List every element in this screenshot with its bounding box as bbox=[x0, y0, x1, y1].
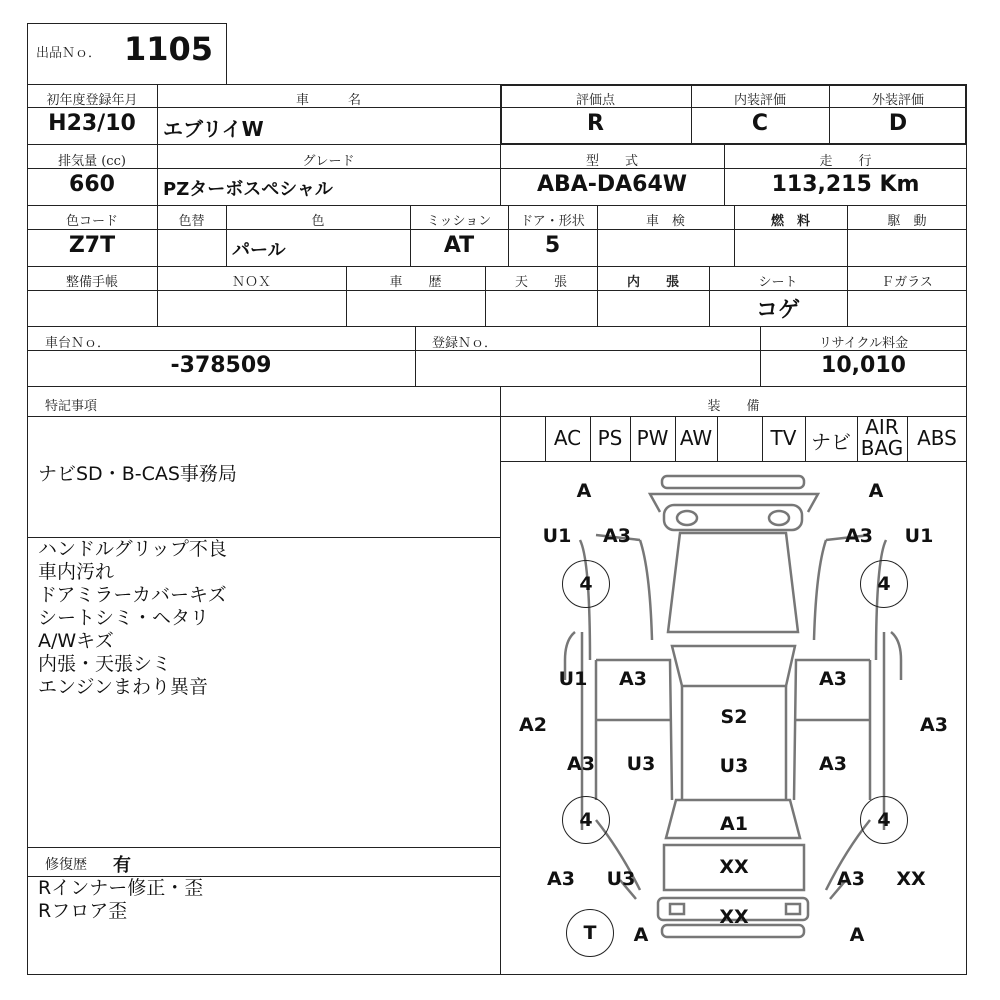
inner-label: 内 張 bbox=[626, 275, 679, 290]
damage-grade: U1 bbox=[542, 525, 572, 547]
displacement: 660 bbox=[69, 172, 115, 197]
damage-grade: A3 bbox=[547, 868, 575, 890]
equipment-ps: PS bbox=[597, 426, 623, 450]
repair-line: Rインナー修正・歪 bbox=[38, 877, 204, 899]
exterior-label: 外装評価 bbox=[871, 93, 924, 108]
lot-number: 1105 bbox=[124, 30, 214, 68]
year-label: 初年度登録年月 bbox=[46, 93, 138, 108]
damage-grade: U3 bbox=[626, 753, 656, 775]
spare-tire: T bbox=[566, 909, 614, 957]
color-value: パール bbox=[232, 240, 286, 261]
chassis-label: 車台Ｎｏ． bbox=[45, 336, 111, 351]
equipment-abs: ABS bbox=[917, 426, 957, 450]
mileage-label: 走 行 bbox=[819, 154, 872, 169]
damage-grade: A3 bbox=[567, 753, 595, 775]
exterior-value: D bbox=[888, 111, 908, 136]
mission-label: ミッション bbox=[426, 214, 492, 229]
inspection-label: 車 検 bbox=[645, 214, 685, 229]
color-label: 色 bbox=[311, 214, 325, 229]
damage-grade: A bbox=[849, 924, 865, 946]
damage-grade: A1 bbox=[720, 813, 748, 835]
manual-label: 整備手帳 bbox=[65, 275, 118, 290]
damage-grade: A2 bbox=[519, 714, 547, 736]
damage-grade: A3 bbox=[819, 753, 847, 775]
note-line: 内張・天張シミ bbox=[38, 653, 172, 675]
color-code: Z7T bbox=[68, 233, 116, 258]
damage-grade: A3 bbox=[837, 868, 865, 890]
door-label: ドア・形状 bbox=[520, 214, 585, 229]
damage-grade: U1 bbox=[558, 668, 588, 690]
tire-front-right: 4 bbox=[860, 560, 908, 608]
first-registration: H23/10 bbox=[48, 111, 136, 136]
lot-label: 出品Ｎｏ． bbox=[36, 46, 102, 61]
repair-label: 修復歴 bbox=[45, 857, 87, 873]
damage-grade: A3 bbox=[845, 525, 873, 547]
roof-label: 天 張 bbox=[514, 275, 567, 290]
damage-grade: XX bbox=[719, 856, 749, 878]
score-value: R bbox=[587, 111, 604, 136]
note-line: エンジンまわり異音 bbox=[38, 676, 209, 698]
note-line: ドアミラーカバーキズ bbox=[38, 584, 227, 606]
seat-value: コゲ bbox=[755, 298, 800, 323]
history-label: 車 歴 bbox=[389, 275, 442, 290]
car-name: エブリイW bbox=[163, 117, 264, 141]
reg-label: 登録Ｎｏ． bbox=[432, 336, 498, 351]
mileage-value: 113,215 Km bbox=[771, 172, 920, 197]
drive-label: 駆 動 bbox=[887, 214, 927, 229]
equipment-bag: BAG bbox=[860, 436, 904, 460]
damage-grade: S2 bbox=[720, 706, 748, 728]
equipment-ac: AC bbox=[553, 426, 582, 450]
door-value: 5 bbox=[544, 233, 561, 258]
interior-label: 内装評価 bbox=[733, 93, 786, 108]
fglass-label: Ｆガラス bbox=[881, 275, 933, 290]
mission-value: AT bbox=[443, 233, 475, 258]
damage-grade: A bbox=[633, 924, 649, 946]
repair-value: 有 bbox=[113, 855, 131, 876]
equipment-pw: PW bbox=[636, 426, 669, 450]
equipment-air: AIR bbox=[865, 415, 899, 439]
tire-rear-right: 4 bbox=[860, 796, 908, 844]
color-code-label: 色コード bbox=[65, 214, 118, 229]
nox-label: ＮＯＸ bbox=[231, 275, 271, 290]
cc-label: 排気量 (cc) bbox=[58, 154, 126, 169]
damage-grade: A3 bbox=[603, 525, 631, 547]
equipment-navi: ナビ bbox=[811, 430, 851, 454]
notes-top: ナビSD・B-CAS事務局 bbox=[38, 463, 237, 485]
damage-grade: A bbox=[868, 480, 884, 502]
equipment-aw: AW bbox=[679, 426, 713, 450]
equipment-label: 装 備 bbox=[707, 399, 760, 414]
model-label: 型 式 bbox=[585, 154, 638, 169]
damage-grade: U3 bbox=[719, 755, 749, 777]
chassis-number: -378509 bbox=[170, 353, 272, 378]
recycle-fee: 10,010 bbox=[821, 353, 906, 378]
score-label: 評価点 bbox=[575, 93, 615, 108]
repair-line: Rフロア歪 bbox=[38, 900, 128, 922]
seat-label: シート bbox=[758, 275, 798, 290]
tire-rear-left: 4 bbox=[562, 796, 610, 844]
damage-grade: XX bbox=[896, 868, 926, 890]
note-line: A/Wキズ bbox=[38, 630, 114, 652]
damage-grade: XX bbox=[719, 906, 749, 928]
note-line: シートシミ・ヘタリ bbox=[38, 607, 210, 629]
damage-grade: A bbox=[576, 480, 592, 502]
fuel-label: 燃 料 bbox=[770, 214, 810, 229]
model-value: ABA-DA64W bbox=[536, 172, 688, 197]
equipment-tv: TV bbox=[770, 426, 797, 450]
damage-grade: A3 bbox=[920, 714, 948, 736]
repaint-label: 色替 bbox=[178, 214, 205, 229]
note-line: ハンドルグリップ不良 bbox=[38, 538, 227, 560]
damage-grade: U1 bbox=[904, 525, 934, 547]
tire-front-left: 4 bbox=[562, 560, 610, 608]
notes-label: 特記事項 bbox=[45, 399, 98, 414]
grade-label: グレード bbox=[302, 154, 355, 169]
grade-value: PZターボスペシャル bbox=[163, 179, 333, 200]
damage-grade: U3 bbox=[606, 868, 636, 890]
damage-grade: A3 bbox=[619, 668, 647, 690]
interior-value: C bbox=[751, 111, 769, 136]
car-name-label: 車 名 bbox=[295, 93, 361, 108]
damage-grade: A3 bbox=[819, 668, 847, 690]
note-line: 車内汚れ bbox=[38, 561, 115, 583]
recycle-label: リサイクル料金 bbox=[818, 336, 909, 351]
